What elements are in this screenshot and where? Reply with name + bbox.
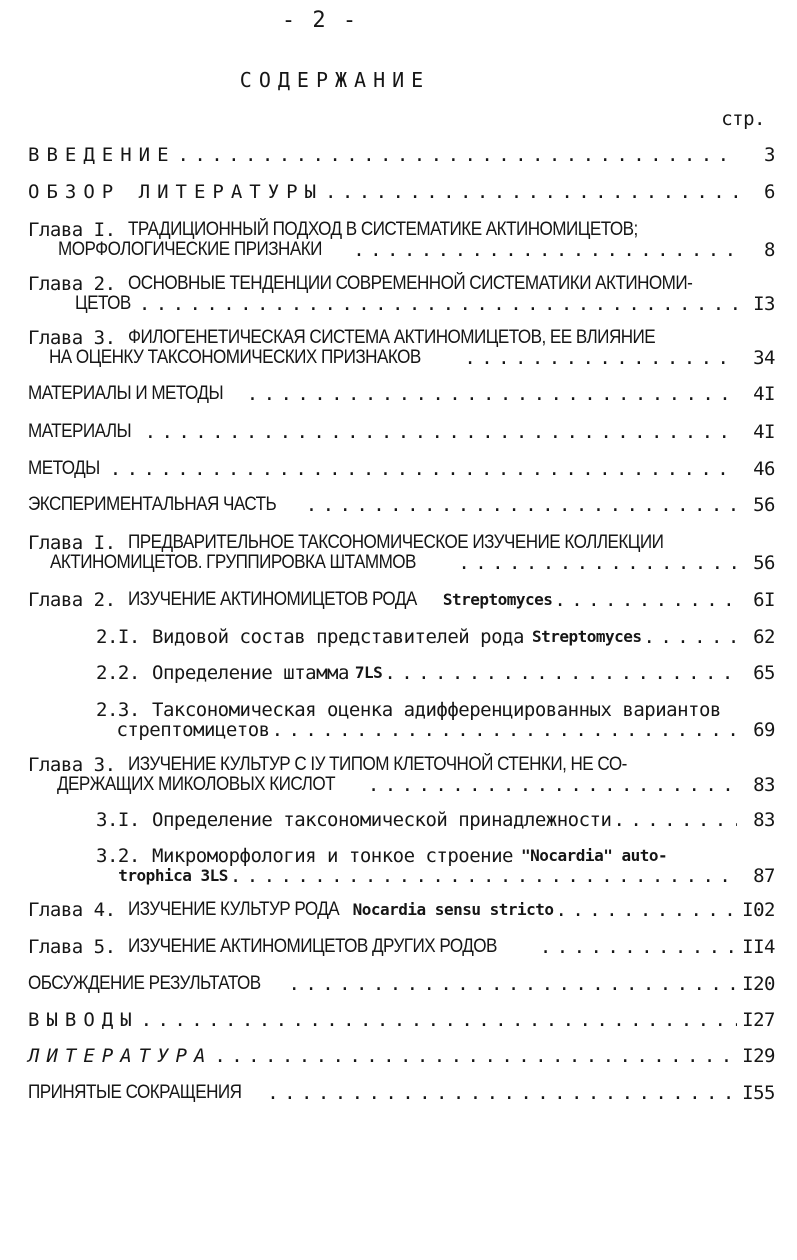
toc-entry-section-2-1 [96,627,775,647]
toc-title: СОДЕРЖАНИЕ [239,68,431,92]
strain-name: 7LS [354,663,383,682]
latin-genus-name: Streptomyces [442,590,553,609]
toc-entry-experimental-chapter-4 [28,900,775,920]
entry-title-line-2: ЦЕТОВ [74,293,131,314]
entry-page: 3 [764,144,775,166]
dot-leader [110,459,737,479]
entry-page: 34 [753,347,775,369]
page-column-label: стр. [721,108,765,130]
entry-title-line-1: ПРЕДВАРИТЕЛЬНОЕ ТАКСОНОМИЧЕСКОЕ ИЗУЧЕНИЕ КОЛЛЕКЦИИ [128,532,664,553]
dot-leader [139,294,737,314]
toc-entry-experimental-chapter-5 [28,937,775,957]
entry-title: ОБЗОР ЛИТЕРАТУРЫ [28,181,324,203]
entry-page: 83 [753,809,775,831]
toc-entry-section-3-2 [96,846,775,886]
dot-leader [141,1010,737,1030]
entry-title-line-2: стрептомицетов [116,719,270,741]
toc-entry-conclusions [28,1010,775,1030]
toc-entry-section-3-1 [96,810,775,830]
entry-title: ПРИНЯТЫЕ СОКРАЩЕНИЯ [28,1082,242,1103]
toc-entry-section-2-3 [96,700,775,740]
chapter-label: Глава 3. [28,754,116,776]
dot-leader [613,810,737,830]
dot-leader [178,145,737,165]
entry-title: Видовой состав представителей рода [152,626,524,648]
entry-page: I02 [742,899,775,921]
latin-genus-name: Streptomyces [531,627,642,646]
entry-title: МЕТОДЫ [28,458,100,479]
entry-page: 8 [764,239,775,261]
dot-leader [540,937,737,957]
entry-page: 6I [753,589,775,611]
entry-title: ЭКСПЕРИМЕНТАЛЬНАЯ ЧАСТЬ [28,494,277,515]
entry-page: I3 [753,293,775,315]
section-number: 2.3. [96,699,140,721]
entry-page: 56 [753,552,775,574]
toc-entry-materials [28,422,775,442]
section-number: 3.2. [96,845,140,867]
dot-leader [145,422,737,442]
entry-title-line-2: НА ОЦЕНКУ ТАКСОНОМИЧЕСКИХ ПРИЗНАКОВ [49,347,422,368]
entry-title-line-1: Таксономическая оценка адифференцированных вариантов [152,699,721,721]
entry-page: 87 [753,865,775,887]
toc-entry-literature-review [28,182,775,202]
latin-species-name-part-1: "Nocardia" auto- [521,846,668,865]
entry-title-line-1: ИЗУЧЕНИЕ КУЛЬТУР С IУ ТИПОМ КЛЕТОЧНОЙ СТЕНКИ, НЕ СО- [128,754,627,775]
entry-title: ВВЕДЕНИЕ [28,144,176,166]
entry-title: ВЫВОДЫ [28,1009,139,1031]
toc-entry-experimental-chapter-1 [28,533,775,573]
entry-page: 4I [753,421,775,443]
entry-page: I27 [742,1009,775,1031]
entry-title: ИЗУЧЕНИЕ АКТИНОМИЦЕТОВ ДРУГИХ РОДОВ [128,936,497,957]
entry-page: 6 [764,181,775,203]
dot-leader [384,663,737,683]
entry-title: Определение таксономической принадлежности [152,809,612,831]
entry-title: МАТЕРИАЛЫ И МЕТОДЫ [28,383,224,404]
dot-leader [644,627,737,647]
dot-leader [230,866,737,886]
toc-entry-introduction [28,145,775,165]
entry-title-line-1: ФИЛОГЕНЕТИЧЕСКАЯ СИСТЕМА АКТИНОМИЦЕТОВ, ЕЕ ВЛИЯНИЕ [128,327,656,348]
section-number: 2.2. [96,662,140,684]
entry-title: ЛИТЕРАТУРА [28,1045,213,1067]
entry-title-line-2: АКТИНОМИЦЕТОВ. ГРУППИРОВКА ШТАММОВ [49,552,416,573]
entry-page: I55 [742,1082,775,1104]
dot-leader [272,720,737,740]
toc-entry-experimental-chapter-3 [28,755,775,795]
latin-genus-name: Nocardia sensu stricto [352,900,554,919]
section-number: 2.I. [96,626,140,648]
dot-leader [368,775,737,795]
entry-page: 56 [753,494,775,516]
entry-page: I20 [742,973,775,995]
entry-page: 83 [753,774,775,796]
entry-title-line-1: ОСНОВНЫЕ ТЕНДЕНЦИИ СОВРЕМЕННОЙ СИСТЕМАТИКИ АКТИНОМИ- [128,273,693,294]
dot-leader [353,240,737,260]
entry-page: 62 [753,626,775,648]
toc-entry-experimental [28,495,775,515]
toc-entry-methods [28,459,775,479]
toc-entry-review-chapter-2 [28,274,775,314]
toc-entry-section-2-2 [96,663,775,683]
entry-page: I29 [742,1045,775,1067]
dot-leader [554,590,737,610]
chapter-label: Глава I. [28,219,116,241]
entry-page: 65 [753,662,775,684]
dot-leader [458,553,737,573]
chapter-label: Глава 2. [28,273,116,295]
entry-title-line-2: МОРФОЛОГИЧЕСКИЕ ПРИЗНАКИ [58,239,322,260]
entry-title: МАТЕРИАЛЫ [28,421,132,442]
chapter-label: Глава 4. [28,899,116,921]
entry-page: II4 [742,936,775,958]
chapter-label: Глава I. [28,532,116,554]
dot-leader [288,974,737,994]
entry-title-line-1: ТРАДИЦИОННЫЙ ПОДХОД В СИСТЕМАТИКЕ АКТИНОМИЦЕТОВ; [128,219,638,240]
entry-title: ИЗУЧЕНИЕ АКТИНОМИЦЕТОВ РОДА [128,589,417,610]
dot-leader [267,1083,737,1103]
toc-entry-review-chapter-1 [28,220,775,260]
toc-entry-abbreviations [28,1083,775,1103]
toc-entry-materials-methods [28,384,775,404]
entry-title-line-2: ДЕРЖАЩИХ МИКОЛОВЫХ КИСЛОТ [56,774,335,795]
entry-title: ОБСУЖДЕНИЕ РЕЗУЛЬТАТОВ [28,973,261,994]
dot-leader [556,900,737,920]
chapter-label: Глава 5. [28,936,116,958]
entry-title-line-1: Микроморфология и тонкое строение [152,845,513,867]
dot-leader [325,182,737,202]
toc-entry-references [28,1046,775,1066]
toc-entry-experimental-chapter-2 [28,590,775,610]
dot-leader [464,348,737,368]
latin-species-name-part-2: trophica 3LS [118,866,228,885]
entry-title: ИЗУЧЕНИЕ КУЛЬТУР РОДА [128,899,340,920]
dot-leader [247,384,737,404]
toc-entry-review-chapter-3 [28,328,775,368]
section-number: 3.I. [96,809,140,831]
entry-page: 69 [753,719,775,741]
dot-leader [306,495,737,515]
page-number: - 2 - [281,8,359,33]
entry-title: Определение штамма [152,662,349,684]
chapter-label: Глава 2. [28,589,116,611]
entry-page: 46 [753,458,775,480]
entry-page: 4I [753,383,775,405]
dot-leader [214,1046,737,1066]
toc-entry-discussion [28,974,775,994]
chapter-label: Глава 3. [28,327,116,349]
